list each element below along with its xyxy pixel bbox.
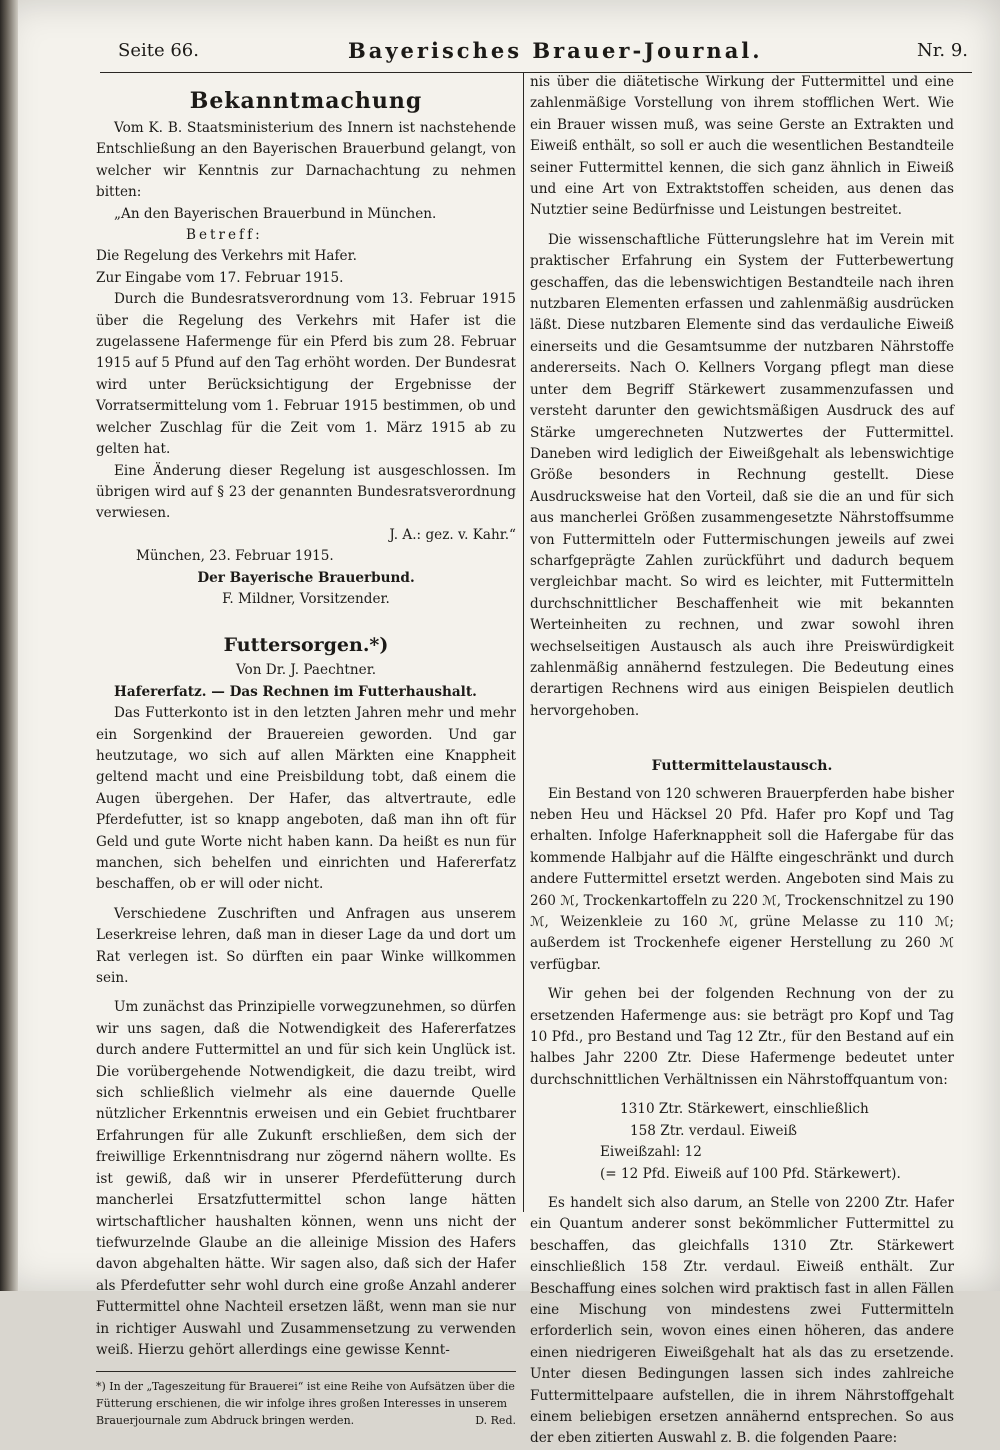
notice-intro: Vom K. B. Staatsministerium des Innern ist nachstehende Entschließung an den Bayerischen Brauerbund gelangt, von welcher wir Kenntnis zur Darnachachtung zu nehmen bitten: — [96, 120, 516, 201]
left-column — [96, 86, 516, 1429]
journal-title: Bayerisches Brauer-Journal. — [348, 38, 763, 63]
footnote-text: *) In der „Tageszeitung für Brauerei“ ist eine Reihe von Aufsätzen über die Fütterung erschienen, die wir infolge ihres großen Interesses in unserem Brauerjournale zum Abdruck bringen werden. — [96, 1380, 515, 1428]
notice-paragraph-2: Eine Änderung dieser Regelung ist ausgeschlossen. Im übrigen wird auf § 23 der genannten Bundesratsverordnung verwiesen. — [96, 462, 516, 522]
right-paragraph-2: Die wissenschaftliche Fütterungslehre hat im Verein mit praktischer Erfahrung ein System der Futterbewertung geschaffen, das die lebenswichtigen Bestandteile nach ihren nutzbaren Elementen erfassen und zahlenmäßig ausdrücken läßt. Diese nutzbaren Elemente sind das verdauliche Eiweiß einerseits und die Gesamtsumme der nutzbaren Nährstoffe andererseits. Nach O. Kellners Vorgang pflegt man diese unter dem Begriff Stärkewert zusammenzufassen und versteht darunter den gewichtsmäßigen Ausdruck des auf Stärke umgerechneten Nutzwertes der Futtermittel. Daneben wird lediglich der Eiweißgehalt als lebenswichtige Größe besonders in Rechnung gestellt. Diese Ausdrucksweise hat den Vorteil, daß sie die an und für sich aus mancherlei Größen zusammengesetzte Nährstoffsumme von Futtermitteln oder Futtermischungen jeweils auf zwei scharfgeprägte Zahlen zurückführt und dadurch bequem vergleichbar macht. So wird es leichter, mit Futtermitteln durchschnittlicher Beschaffenheit wie mit bekannten Werteinheiten zu rechnen, und zwar sowohl ihren wechselseitigen Austausch als auch ihre Preiswürdigkeit zahlenmäßig annähernd festzulegen. Die Bedeutung eines derartigen Rechnens wird aus einigen Beispielen deutlich hervorgehoben. — [530, 231, 954, 719]
nutrient-line-1: 1310 Ztr. Stärkewert, einschließlich — [620, 1101, 869, 1118]
betreff-line-1: Die Regelung des Verkehrs mit Hafer. — [96, 248, 357, 265]
notice-signature: J. A.: gez. v. Kahr.“ — [389, 526, 516, 543]
footnote-sign: D. Red. — [475, 1414, 516, 1428]
page-binding-edge — [0, 0, 18, 1291]
section-title: Futtermittelaustausch. — [651, 758, 833, 775]
nutrient-line-2: 158 Ztr. verdaul. Eiweiß — [630, 1122, 797, 1139]
right-paragraph-5: Es handelt sich also darum, an Stelle von 2200 Ztr. Hafer ein Quantum anderer sonst bekömmlicher Futtermittel zu beschaffen, das gleichfalls 1310 Ztr. Stärkewert einschließlich 158 Ztr. verdaul. Eiweiß enthält. Zur Beschaffung eines solchen wird praktisch fast in allen Fällen eine Mischung von mindestens zwei Futtermitteln erforderlich sein, wovon eines einen höheren, das andere einen niedrigeren Eiweißgehalt hat als das zu ersetzende. Unter diesen Bedingungen lassen sich indes zahlreiche Futtermittelpaare aufstellen, die in ihrem Nährstoffgehalt einem beliebigen ersetzen annähernd entsprechen. So aus der eben zitierten Auswahl z. B. die folgenden Paare: — [530, 1194, 954, 1447]
article-paragraph-1: Das Futterkonto ist in den letzten Jahren mehr und mehr ein Sorgenkind der Brauereien geworden. Und gar heutzutage, wo sich auf allen Märkten eine Knappheit geltend macht und eine Preisbildung tobt, daß einem die Augen übergehen. Der Hafer, das altvertraute, edle Pferdefutter, ist so knapp angeboten, daß man ihn oft für Geld und gute Worte nicht haben kann. Da heißt es nun für manchen, sich behelfen und einrichten und Hafererfatz beschaffen, ob er will oder nicht. — [96, 705, 516, 893]
nutrient-line-4: (= 12 Pfd. Eiweiß auf 100 Pfd. Stärkewert). — [600, 1165, 901, 1182]
right-paragraph-4: Wir gehen bei der folgenden Rechnung von der zu ersetzenden Hafermenge aus: sie beträgt pro Kopf und Tag 10 Pfd., pro Bestand und Tag 12 Ztr., für den Bestand auf ein halbes Jahr 2200 Ztr. Diese Hafermenge bedeutet unter durchschnittlichen Verhältnissen ein Nährstoffquantum von: — [530, 986, 954, 1088]
article-paragraph-2: Verschiedene Zuschriften und Anfragen aus unserem Leserkreise lehren, daß man in dieser Lage da und dort um Rat verlegen ist. So dürften ein paar Winke willkommen sein. — [96, 905, 516, 987]
article-title: Futtersorgen.*) — [223, 634, 389, 657]
article-paragraph-3: Um zunächst das Prinzipielle vorwegzunehmen, so dürfen wir uns sagen, daß die Notwendigkeit des Hafererfatzes durch andere Futtermittel an und für sich kein Unglück ist. Die vorübergehende Notwendigkeit, die dazu treibt, wird sich schließlich vielmehr als eine dauernde Quelle nützlicher Erkenntnis erweisen und ein Gebiet fruchtbarer Erfahrungen für alle Zukunft erschließen, dem sich der freiwillige Erkenntnisdrang nur zögernd nähern wollte. Es ist gewiß, daß wir in unserer Pferdefütterung durch mancherlei Ersatzfuttermittel schon lange hätten wirtschaftlicher haushalten können, wenn uns nicht der tiefwurzelnde Glaube an die alleinige Mission des Hafers davon abgehalten hätte. Wir sagen also, daß sich der Hafer als Pferdefutter sehr wohl durch eine große Anzahl anderer Futtermittel ohne Nachteil ersetzen läßt, wenn man sie nur in richtiger Auswahl und Zusammensetzung zu verwenden weiß. Hierzu gehört allerdings eine gewisse Kennt- — [96, 999, 516, 1358]
right-paragraph-3: Ein Bestand von 120 schweren Brauerpferden habe bisher neben Heu und Häcksel 20 Pfd. Hafer pro Kopf und Tag erhalten. Infolge Haferknappheit soll die Hafergabe für das kommende Halbjahr auf die Hälfte eingeschränkt und durch andere Futtermittel ersetzt werden. Angeboten sind Mais zu 260 ℳ, Trockenkartoffeln zu 220 ℳ, Trockenschnitzel zu 190 ℳ, Weizenkleie zu 160 ℳ, grüne Melasse zu 110 ℳ; außerdem ist Trockenhefe eigener Herstellung zu 260 ℳ verfügbar. — [530, 785, 954, 973]
footnote — [96, 1371, 516, 1429]
page-number: Seite 66. — [118, 40, 199, 61]
notice-address: „An den Bayerischen Brauerbund in München. — [114, 205, 437, 222]
nutrient-line-3: Eiweißzahl: 12 — [600, 1144, 702, 1161]
right-column — [530, 72, 954, 1450]
betreff-line-2: Zur Eingabe vom 17. Februar 1915. — [96, 269, 344, 286]
page-header — [118, 40, 968, 70]
right-paragraph-1: nis über die diätetische Wirkung der Futtermittel und eine zahlenmäßige Vorstellung von ihrem stofflichen Wert. Wie ein Brauer wissen muß, was seine Gerste an Extrakten und Eiweiß enthält, so soll er auch die wesentlichen Bestandteile seiner Futtermittel kennen, die sich ganz ähnlich in Eiweiß und eine Art von Extraktstoffen scheiden, aus denen das Nutztier seine Bedürfnisse und Leistungen bestreitet. — [530, 74, 954, 219]
place-date: München, 23. Februar 1915. — [136, 548, 334, 565]
betreff-label: Betreff: — [186, 227, 263, 244]
column-divider — [523, 72, 524, 1212]
issue-number: Nr. 9. — [917, 40, 968, 61]
chairman: F. Mildner, Vorsitzender. — [222, 590, 390, 607]
article-subhead: Hafererfatz. — Das Rechnen im Futterhaushalt. — [114, 683, 477, 700]
notice-title: Bekanntmachung — [189, 88, 423, 114]
organization-name: Der Bayerische Brauerbund. — [197, 569, 415, 586]
notice-paragraph-1: Durch die Bundesratsverordnung vom 13. Februar 1915 über die Regelung des Verkehrs mit Hafer ist die zugelassene Hafermenge für ein Pferd bis zum 28. Februar 1915 auf 5 Pfund auf den Tag erhöht worden. Der Bundesrat wird unter Berücksichtigung der Ergebnisse der Vorratsermittelung vom 1. Februar 1915 bestimmen, ob und welcher Zuschlag für die Zeit vom 1. März 1915 ab zu gelten hat. — [96, 291, 516, 458]
article-author: Von Dr. J. Paechtner. — [235, 662, 377, 679]
